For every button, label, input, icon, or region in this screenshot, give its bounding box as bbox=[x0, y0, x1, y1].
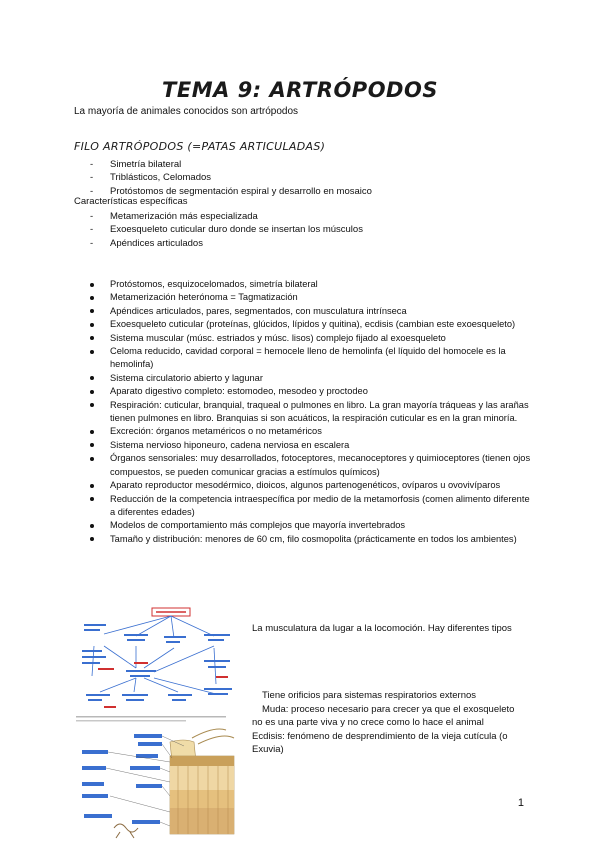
list-item: - Metamerización más especializada bbox=[74, 210, 363, 223]
bullet-item: Sistema circulatorio abierto y lagunar bbox=[74, 372, 534, 385]
specific-characteristics-list bbox=[74, 210, 363, 250]
bullet-item: Apéndices articulados, pares, segmentados, con musculatura intrínseca bbox=[74, 305, 534, 318]
bullet-item: Órganos sensoriales: muy desarrollados, fotoceptores, mecanoceptores y quimioceptores (tienen ojos compuestos, se pueden comunicar gracias a estímulos químicos) bbox=[74, 452, 534, 479]
molting-notes bbox=[252, 689, 522, 757]
bullet-item: Aparato digestivo completo: estomodeo, mesodeo y proctodeo bbox=[74, 385, 534, 398]
bullet-item: Respiración: cuticular, branquial, traqueal o pulmones en libro. La gran mayoría tráqueas y las arañas tienen pulmones en libro. Branquias si son acuáticos, la respiración cuticular es en la gran minoría. bbox=[74, 399, 534, 426]
muscle-types-diagram bbox=[76, 608, 232, 722]
bullet-item: Sistema nervioso hiponeuro, cadena nerviosa en escalera bbox=[74, 439, 534, 452]
list-item: - Apéndices articulados bbox=[74, 237, 363, 250]
list-item: - Protóstomos de segmentación espiral y desarrollo en mosaico bbox=[74, 185, 372, 198]
features-bullet-list bbox=[74, 278, 534, 546]
bullet-item: Metamerización heterónoma = Tagmatización bbox=[74, 291, 534, 304]
bullet-item: Celoma reducido, cavidad corporal = hemocele lleno de hemolinfa (el líquido del homocele es la hemolinfa) bbox=[74, 345, 534, 372]
cuticle-cross-section bbox=[82, 729, 234, 838]
bullet-item: Modelos de comportamiento más complejos que mayoría invertebrados bbox=[74, 519, 534, 532]
section-heading: FILO ARTRÓPODOS (=PATAS ARTICULADAS) bbox=[74, 140, 326, 153]
bullet-item: Sistema muscular (músc. estriados y músc. lisos) complejo fijado al exoesqueleto bbox=[74, 332, 534, 345]
bullet-item: Protóstomos, esquizocelomados, simetría bilateral bbox=[74, 278, 534, 291]
respiratory-note: Tiene orificios para sistemas respiratorios externos bbox=[262, 690, 477, 701]
bullet-item: Reducción de la competencia intraespecífica por medio de la metamorfosis (comen alimento diferente a diferentes edades) bbox=[74, 493, 534, 520]
bullet-item: Exoesqueleto cuticular (proteínas, glúcidos, lípidos y quitina), ecdisis (cambian este exoesqueleto) bbox=[74, 318, 534, 331]
bullet-item: Excreción: órganos metaméricos o no metaméricos bbox=[74, 425, 534, 438]
ecdysis-note: Ecdisis: fenómeno de desprendimiento de la vieja cutícula (o Exuvia) bbox=[252, 730, 508, 756]
general-characteristics-list bbox=[74, 158, 372, 198]
intro-text: La mayoría de animales conocidos son artrópodos bbox=[74, 106, 299, 117]
page-number: 1 bbox=[517, 797, 524, 809]
page-title: TEMA 9: ARTRÓPODOS bbox=[162, 78, 438, 102]
bullet-item: Aparato reproductor mesodérmico, dioicos, algunos partenogenéticos, ovíparos u ovovivíparos bbox=[74, 479, 534, 492]
list-item: - Triblásticos, Celomados bbox=[74, 171, 372, 184]
muscle-note: La musculatura da lugar a la locomoción. Hay diferentes tipos bbox=[252, 623, 512, 634]
molt-note: Muda: proceso necesario para crecer ya que el exosqueleto no es una parte viva y no crece como lo hace el animal bbox=[252, 703, 515, 729]
list-item: - Exoesqueleto cuticular duro donde se insertan los músculos bbox=[74, 223, 363, 236]
specific-heading: Características específicas bbox=[74, 196, 188, 207]
list-item: - Simetría bilateral bbox=[74, 158, 372, 171]
arthropod-figure bbox=[74, 606, 246, 842]
bullet-item: Tamaño y distribución: menores de 60 cm, filo cosmopolita (prácticamente en todos los ambientes) bbox=[74, 533, 534, 546]
